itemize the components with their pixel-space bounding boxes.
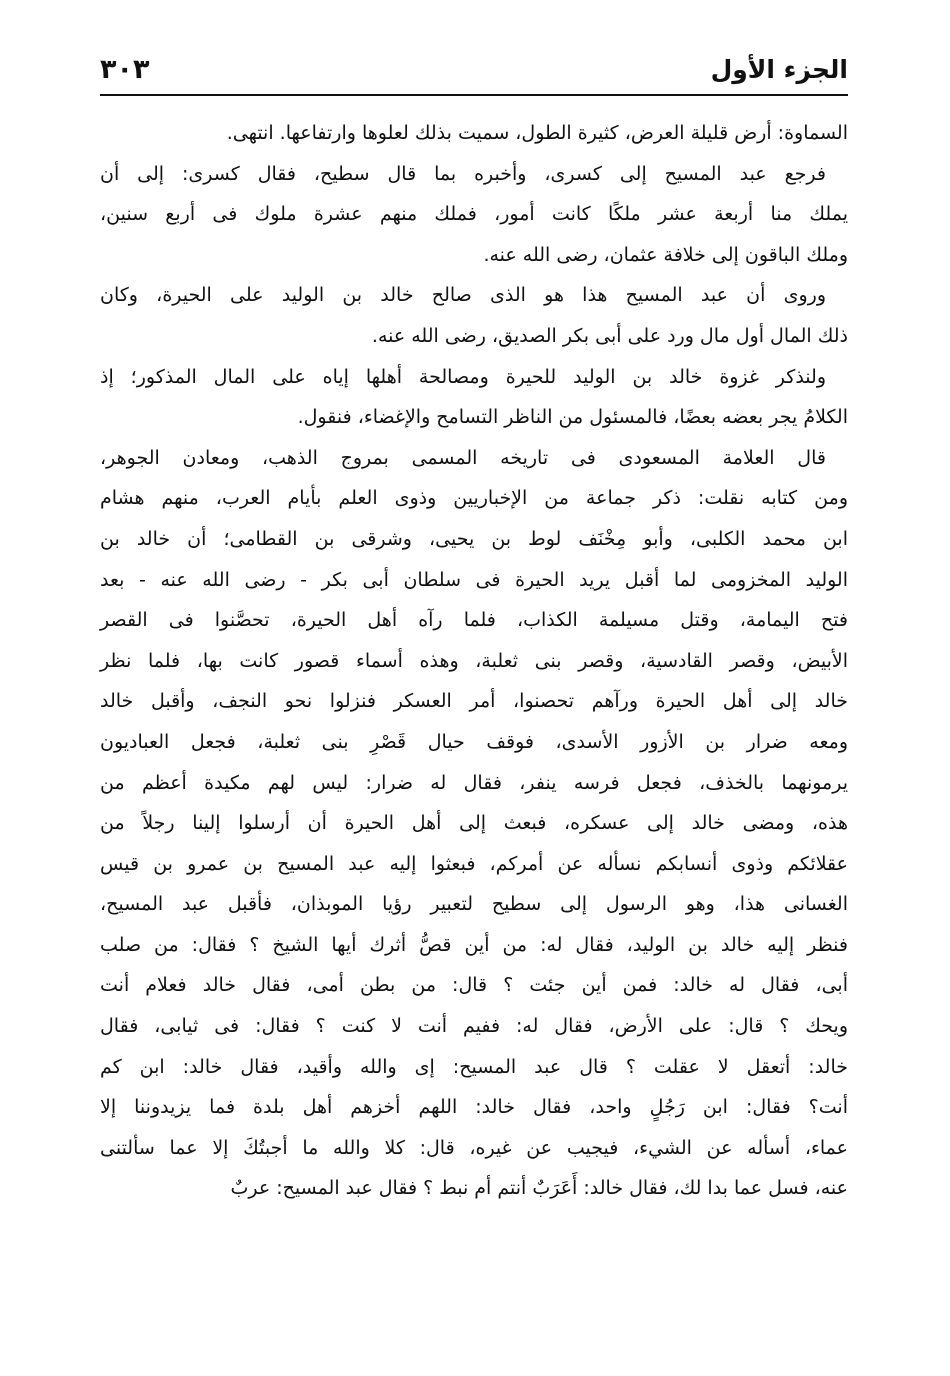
text-line: الأبيض، وقصر القادسية، وقصر بنى ثعلبة، وهذه أسماء قصور كانت بها، فلما نظر [100,649,848,672]
text-line: عنه، فسل عما بدا لك، فقال خالد: أَعَرَبٌ أنتم أم نبط ؟ فقال عبد المسيح: عربٌ [230,1177,848,1200]
paragraph [100,275,848,356]
text-line: ولنذكر غزوة خالد بن الوليد للحيرة ومصالحة أهلها إياه على المال المذكور؛ إذ [100,365,826,388]
body-text [100,113,848,1209]
text-line: ومعه ضرار بن الأزور الأسدى، فوقف حيال قَصْرِ بنى ثعلبة، فجعل العباديون [100,730,848,753]
text-line: الكلامُ يجر بعضه بعضًا، فالمسئول من الناظر التسامح والإغضاء، فنقول. [297,406,848,429]
paragraph [100,438,848,1209]
page-header [100,38,848,90]
text-line: خالد إلى أهل الحيرة ورآهم تحصنوا، أمر العسكر فنزلوا نحو النجف، وأقبل خالد [100,690,848,713]
text-line: الوليد المخزومى لما أقبل يريد الحيرة فى سلطان أبى بكر - رضى الله عنه - بعد [100,568,848,591]
text-line: يملك منا أربعة عشر ملكًا كانت أمور، فملك منهم عشرة ملوك فى أربع سنين، [100,203,848,226]
paragraph [100,154,848,276]
text-line: يرمونهما بالخذف، فجعل فرسه ينفر، فقال له ضرار: ليس لهم مكيدة أعظم من [100,771,848,794]
text-line: الغسانى هذا، وهو الرسول إلى سطيح لتعبير رؤيا الموبذان، فأقبل عبد المسيح، [100,893,848,916]
text-line: عقلائكم وذوى أنسابكم نسأله عن أمركم، فبعثوا إليه عبد المسيح بن عمرو بن قيس [100,852,848,875]
page-number: ٣٠٣ [100,54,150,85]
text-line: وملك الباقون إلى خلافة عثمان، رضى الله عنه. [483,243,848,266]
text-line: أبى، فقال له خالد: فمن أين جئت ؟ قال: من بطن أمى، فقال خالد فعلام أنت [100,974,848,997]
text-line: فتح اليمامة، وقتل مسيلمة الكذاب، فلما رآه أهل الحيرة، تحصَّنوا فى القصر [100,609,848,632]
text-line: أنت؟ فقال: ابن رَجُلٍ واحد، فقال خالد: اللهم أخزهم أهل بلدة فما يزيدوننا إلا [100,1096,848,1119]
header-rule [100,94,848,96]
text-line: قال العلامة المسعودى فى تاريخه المسمى بمروج الذهب، ومعادن الجوهر، [100,446,826,469]
paragraph [100,113,848,154]
text-line: هذه، ومضى خالد إلى عسكره، فبعث إلى أهل الحيرة أن أرسلوا إلينا رجلاً من [100,812,848,835]
text-line: فرجع عبد المسيح إلى كسرى، وأخبره بما قال سطيح، فقال كسرى: إلى أن [100,162,826,185]
text-line: عماء، أسأله عن الشيء، فيجيب عن غيره، قال: كلا والله ما أجبتُكَ إلا عما سألتنى [100,1136,848,1159]
text-line: فنظر إليه خالد بن الوليد، فقال له: من أين قصُّ أثرك أيها الشيخ ؟ فقال: من صلب [100,933,848,956]
text-line: ومن كتابه نقلت: ذكر جماعة من الإخباريين وذوى العلم بأيام العرب، منهم هشام [100,487,848,510]
text-line: السماوة: أرض قليلة العرض، كثيرة الطول، سميت بذلك لعلوها وارتفاعها. انتهى. [226,122,848,144]
text-line: خالد: أتعقل لا عقلت ؟ قال عبد المسيح: إى والله وأقيد، فقال خالد: ابن كم [100,1055,848,1078]
running-title: الجزء الأول [710,55,848,84]
text-line: ويحك ؟ قال: على الأرض، فقال له: ففيم أنت لا كنت ؟ فقال: فى ثيابى، فقال [100,1015,848,1038]
text-line: ابن محمد الكلبى، وأبو مِخْنَف لوط بن يحيى، وشرقى بن القطامى؛ أن خالد بن [100,527,848,550]
text-line: ذلك المال أول مال ورد على أبى بكر الصديق، رضى الله عنه. [371,324,848,347]
paragraph [100,357,848,438]
text-line: وروى أن عبد المسيح هذا هو الذى صالح خالد بن الوليد على الحيرة، وكان [100,284,826,307]
